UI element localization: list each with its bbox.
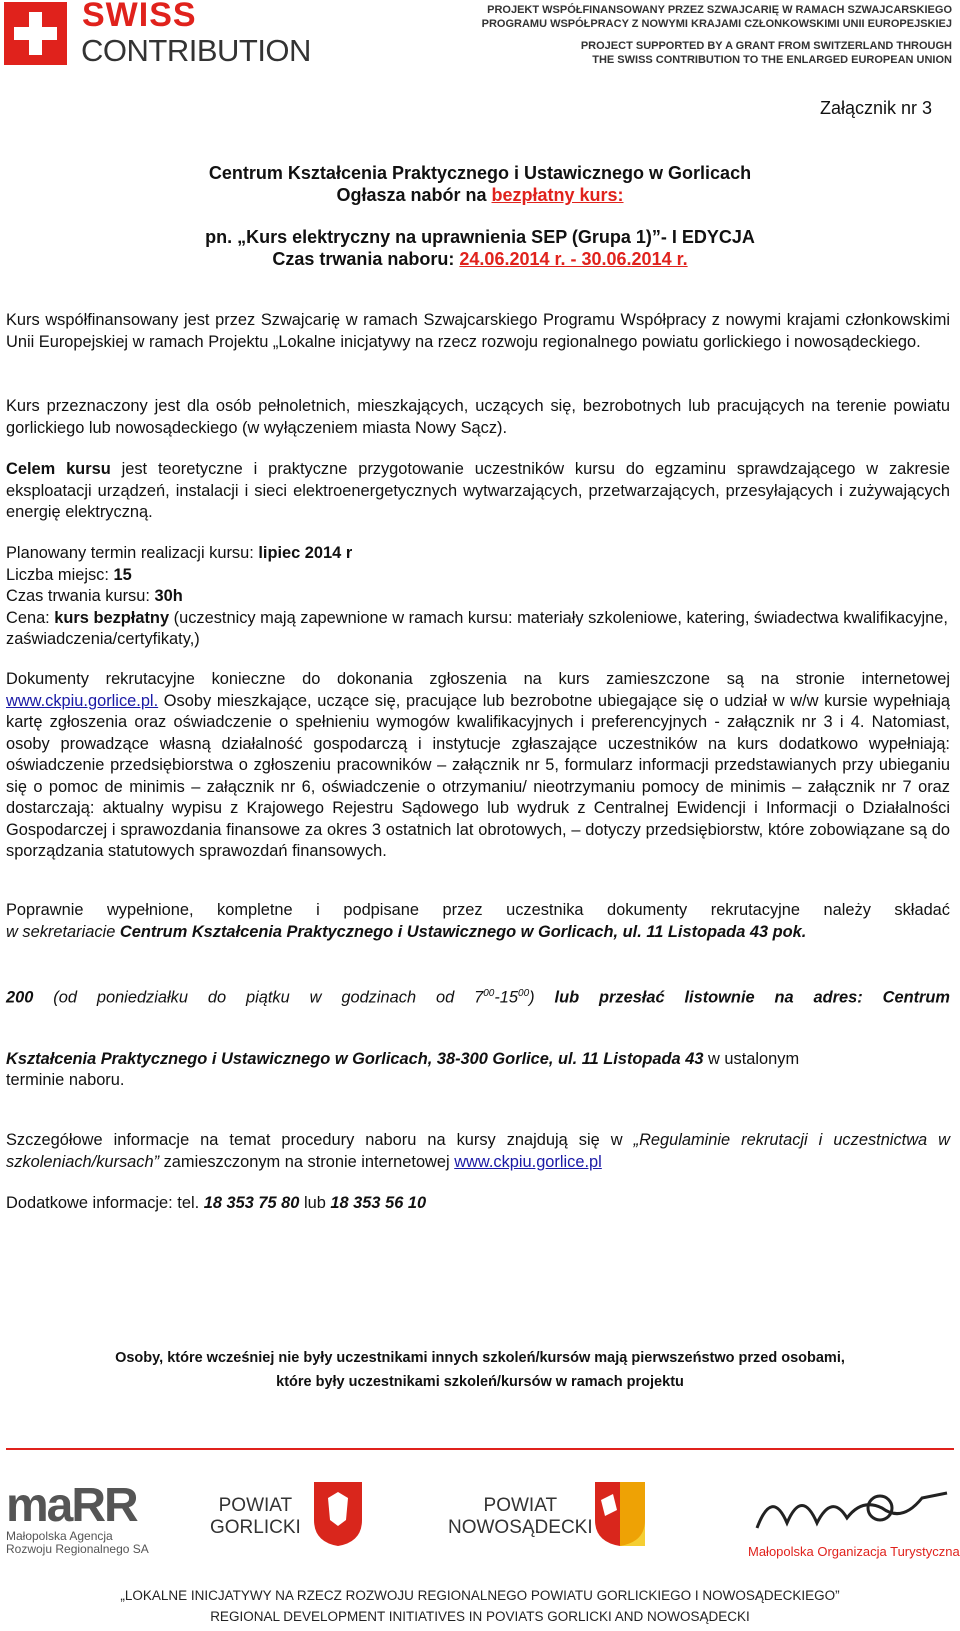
marr-subtitle: Małopolska Agencja Rozwoju Regionalnego SA: [6, 1529, 149, 1556]
free-course-label: bezpłatny kurs:: [491, 185, 624, 205]
detail-duration: Czas trwania kursu: 30h: [6, 587, 183, 605]
course-details: [6, 543, 950, 651]
footer-divider: [6, 1448, 954, 1450]
paragraph-regulations: Szczegółowe informacje na temat procedury naboru na kursy znajdują się w „Regulaminie rekrutacji i uczestnictwa w szkoleniach/kursach” zamieszczonym na stronie internetowej www.ckpiu.gorlice.pl: [6, 1131, 950, 1171]
course-name: pn. „Kurs elektryczny na uprawnienia SEP (Grupa 1)”- I EDYCJA: [205, 227, 755, 247]
powiat-gorlicki-label: POWIAT GORLICKI: [210, 1495, 301, 1538]
detail-price: Cena: kurs bezpłatny (uczestnicy mają zapewnione w ramach kursu: materiały szkoleniowe, katering, świadectwa kwalifikacyjne, zaświadczenia/certyfikaty,): [6, 608, 948, 648]
detail-places: Liczba miejsc: 15: [6, 565, 132, 584]
paragraph-documents: Dokumenty rekrutacyjne konieczne do dokonania zgłoszenia na kurs zamieszczone są na stronie internetowej www.ckpiu.gorlice.pl. Osoby mieszkające, uczące się, pracujące lub bezrobotne ubiegające się o udział w w/w kursie wypełniają kartę zgłoszenia oraz oświadczenie o spełnieniu wymogów kwalifikacyjnych i preferencyjnych - załącznik nr 3 i 4. Natomiast, osoby prowadzące własną działalność gospodarczą i instytucje zgłaszające uczestników na kurs dodatkowo wypełniają: oświadczenie przedsiębiorstwa o zgłoszeniu pracowników – załącznik nr 5, formularz informacji przedstawianych przy ubieganiu się o pomoc de minimis – załącznik nr 6, oświadczenie o otrzymaniu/ nieotrzymaniu pomocy de minimis – załącznik nr 7 oraz dostarczają: aktualny wypisu z Krajowego Rejestru Sądowego lub wydruk z Centralnej Ewidencji i Informacji o Działalności Gospodarczej i sprawozdania finansowe za okres 3 ostatnich lat obrotowych, – dotyczy przedsiębiorstw, które zobowiązane są do sporządzania statutowych sprawozdań finansowych.: [6, 670, 950, 860]
project-pl-line2: PROGRAMU WSPÓŁPRACY Z NOWYMI KRAJAMI CZŁONKOWSKIMI UNII EUROPEJSKIEJ: [481, 18, 952, 30]
nowosadecki-coat-of-arms-icon: [593, 1480, 647, 1548]
mot-logo-icon: [752, 1478, 952, 1544]
priority-note-line2: które były uczestnikami szkoleń/kursów w ramach projektu: [276, 1374, 684, 1390]
paragraph-cofinancing: Kurs współfinansowany jest przez Szwajcarię w ramach Szwajcarskiego Programu Współpracy z nowymi krajami członkowskimi Unii Europejskiej w ramach Projektu „Lokalne inicjatywy na rzecz rozwoju regionalnego powiatu gorlickiego i nowosądeckiego.: [6, 311, 950, 351]
phone-1: 18 353 75 80: [203, 1194, 300, 1212]
paragraph-submission: [6, 900, 950, 1092]
paragraph-target-group: Kurs przeznaczony jest dla osób pełnoletnich, mieszkających, uczących się, bezrobotnych lub pracujących na terenie powiatu gorlickiego lub nowosądeckiego (w wyłączeniem miasta Nowy Sącz).: [6, 397, 950, 437]
submission-line4: Kształcenia Praktycznego i Ustawicznego w Gorlicach, 38-300 Gorlice, ul. 11 Listopada 43 w ustalonym: [6, 1049, 800, 1068]
project-en-line1: PROJECT SUPPORTED BY A GRANT FROM SWITZERLAND THROUGH: [580, 40, 952, 52]
gorlicki-coat-of-arms-icon: [312, 1480, 364, 1548]
submission-line2: w sekretariacie Centrum Kształcenia Praktycznego i Ustawicznego w Gorlicach, ul. 11 Listopada 43 pok.: [6, 922, 807, 941]
paragraph-contact: Dodatkowe informacje: tel. 18 353 75 80 lub 18 353 56 10: [6, 1194, 427, 1212]
title-line2: [0, 185, 960, 206]
footer-project-pl: „LOKALNE INICJATYWY NA RZECZ ROZWOJU REGIONALNEGO POWIATU GORLICKIEGO I NOWOSĄDECKIEGO”: [120, 1588, 840, 1603]
footer-project-en: REGIONAL DEVELOPMENT INITIATIVES IN POVIATS GORLICKI AND NOWOSĄDECKI: [210, 1609, 750, 1624]
website-link[interactable]: www.ckpiu.gorlice.pl.: [6, 691, 159, 710]
regulations-title: „Regulaminie rekrutacji i uczestnictwa w szkoleniach/kursach”: [6, 1131, 950, 1171]
annex-label: Załącznik nr 3: [819, 98, 932, 118]
priority-note-line1: Osoby, które wcześniej nie były uczestnikami innych szkoleń/kursów mają pierwszeństwo przed osobami,: [115, 1350, 845, 1366]
project-pl-line1: PROJEKT WSPÓŁFINANSOWANY PRZEZ SZWAJCARIĘ W RAMACH SZWAJCARSKIEGO: [487, 4, 952, 16]
title-announce: Ogłasza nabór na: [336, 185, 492, 205]
recruitment-period: [0, 249, 960, 270]
marr-logo: maRR: [6, 1479, 137, 1532]
mot-subtitle: Małopolska Organizacja Turystyczna: [748, 1544, 960, 1559]
powiat-nowosadecki-label: POWIAT NOWOSĄDECKI: [448, 1495, 593, 1538]
submission-line1: Poprawnie wypełnione, kompletne i podpisane przez uczestnika dokumenty rekrutacyjne należy składać: [6, 901, 950, 919]
paragraph-course-goal: [6, 459, 950, 524]
project-en-line2: THE SWISS CONTRIBUTION TO THE ENLARGED EUROPEAN UNION: [592, 54, 952, 66]
logo-contribution-text: CONTRIBUTION: [81, 33, 311, 68]
course-goal-text: jest teoretyczne i praktyczne przygotowanie uczestników kursu do egzaminu sprawdzającego w zakresie eksploatacji urządzeń, instalacji i sieci elektroenergetycznych wytwarzających, przetwarzających, przesyłających i zużywających energię elektryczną.: [6, 460, 951, 521]
swiss-cross-icon: [4, 2, 67, 65]
course-goal-label: Celem kursu: [6, 460, 111, 478]
website-link-2[interactable]: www.ckpiu.gorlice.pl: [454, 1152, 602, 1171]
swiss-flag-logo: [4, 2, 67, 65]
title-line1: Centrum Kształcenia Praktycznego i Ustawicznego w Gorlicach: [208, 163, 752, 183]
detail-term: Planowany termin realizacji kursu: lipiec 2014 r: [6, 544, 353, 562]
phone-2: 18 353 56 10: [330, 1194, 427, 1212]
recruitment-dates: 24.06.2014 r. - 30.06.2014 r.: [459, 249, 688, 269]
recruitment-label: Czas trwania naboru:: [272, 249, 460, 269]
submission-line5: terminie naboru.: [6, 1071, 125, 1090]
logo-swiss-text: SWISS: [82, 0, 197, 34]
submission-line3: 200 (od poniedziałku do piątku w godzinach od $7^{00}-15^{00}$) lub przesłać listownie na adres: Centrum: [6, 988, 950, 1007]
